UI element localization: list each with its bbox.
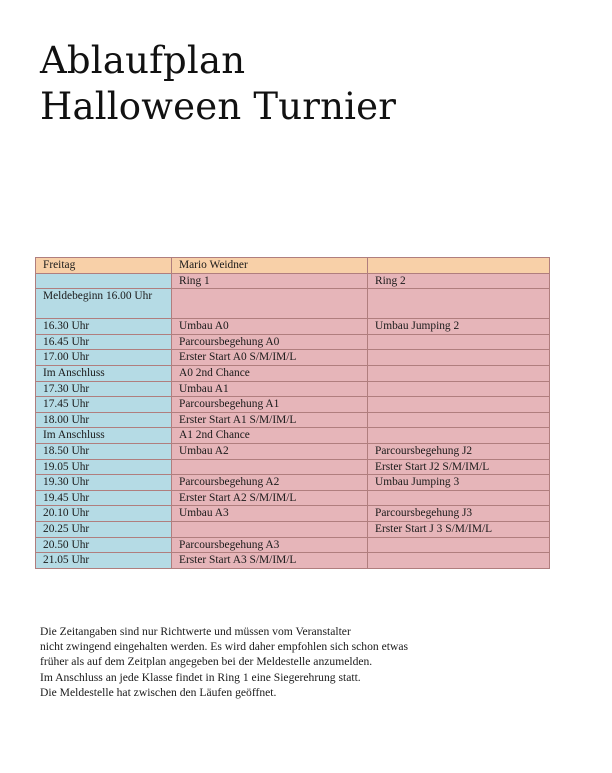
row-ring-1: Umbau A1: [172, 381, 368, 397]
page-title: [40, 38, 396, 130]
row-time: 16.30 Uhr: [36, 319, 172, 335]
row-time: 17.45 Uhr: [36, 397, 172, 413]
footnote: [40, 624, 580, 700]
title-line-1: Ablaufplan: [40, 39, 246, 82]
row-ring-2: Umbau Jumping 2: [368, 319, 550, 335]
row-ring-2: Erster Start J2 S/M/IM/L: [368, 459, 550, 475]
table-row: [36, 365, 550, 381]
row-ring-2: [368, 334, 550, 350]
row-time: 18.00 Uhr: [36, 412, 172, 428]
table-row: [36, 350, 550, 366]
row-ring-1: Umbau A2: [172, 443, 368, 459]
header-empty: [368, 258, 550, 274]
row-ring-2: Erster Start J 3 S/M/IM/L: [368, 521, 550, 537]
table-row: [36, 521, 550, 537]
row-ring-1: [172, 521, 368, 537]
row-ring-2: Umbau Jumping 3: [368, 475, 550, 491]
table-row: [36, 443, 550, 459]
row-time: 17.00 Uhr: [36, 350, 172, 366]
row-time: 20.50 Uhr: [36, 537, 172, 553]
table-row: [36, 319, 550, 335]
row-ring-1: Parcoursbegehung A1: [172, 397, 368, 413]
row-ring-1: [172, 289, 368, 319]
row-time: 16.45 Uhr: [36, 334, 172, 350]
schedule-table: [35, 257, 550, 569]
row-ring-1: A0 2nd Chance: [172, 365, 368, 381]
table-row: [36, 553, 550, 569]
footnote-line: Die Zeitangaben sind nur Richtwerte und müssen vom Veranstalter: [40, 625, 351, 638]
title-line-2: Halloween Turnier: [40, 85, 397, 128]
table-row: [36, 490, 550, 506]
table-row: [36, 412, 550, 428]
row-ring-2: Parcoursbegehung J2: [368, 443, 550, 459]
row-time: 19.45 Uhr: [36, 490, 172, 506]
row-ring-2: [368, 428, 550, 444]
table-row: [36, 334, 550, 350]
table-row: [36, 537, 550, 553]
row-time: 20.10 Uhr: [36, 506, 172, 522]
footnote-line: Im Anschluss an jede Klasse findet in Ring 1 eine Siegerehrung statt.: [40, 670, 361, 684]
header-day: Freitag: [36, 258, 172, 274]
row-ring-2: [368, 381, 550, 397]
header-judge: Mario Weidner: [172, 258, 368, 274]
row-time: Meldebeginn 16.00 Uhr: [36, 289, 172, 319]
row-time: Im Anschluss: [36, 365, 172, 381]
row-ring-2: [368, 397, 550, 413]
ring-row-empty: [36, 273, 172, 289]
row-ring-1: Erster Start A3 S/M/IM/L: [172, 553, 368, 569]
row-time: 19.30 Uhr: [36, 475, 172, 491]
table-ring-row: [36, 273, 550, 289]
row-ring-2: [368, 553, 550, 569]
header-ring-1: Ring 1: [172, 273, 368, 289]
footnote-line: früher als auf dem Zeitplan angegeben bei der Meldestelle anzumelden.: [40, 655, 373, 669]
row-ring-1: Parcoursbegehung A2: [172, 475, 368, 491]
table-row: [36, 289, 550, 319]
footnote-line: nicht zwingend eingehalten werden. Es wird daher empfohlen sich schon etwas: [40, 640, 408, 654]
table-row: [36, 475, 550, 491]
table-row: [36, 506, 550, 522]
table-row: [36, 428, 550, 444]
row-time: 20.25 Uhr: [36, 521, 172, 537]
table-row: [36, 381, 550, 397]
row-ring-1: Umbau A0: [172, 319, 368, 335]
row-ring-2: [368, 350, 550, 366]
footnote-line: Die Meldestelle hat zwischen den Läufen geöffnet.: [40, 685, 277, 699]
row-ring-1: A1 2nd Chance: [172, 428, 368, 444]
header-ring-2: Ring 2: [368, 273, 550, 289]
row-time: 21.05 Uhr: [36, 553, 172, 569]
row-ring-2: [368, 289, 550, 319]
row-time: 18.50 Uhr: [36, 443, 172, 459]
row-time: 19.05 Uhr: [36, 459, 172, 475]
row-ring-1: Parcoursbegehung A3: [172, 537, 368, 553]
row-ring-1: Erster Start A0 S/M/IM/L: [172, 350, 368, 366]
row-ring-2: Parcoursbegehung J3: [368, 506, 550, 522]
row-ring-2: [368, 537, 550, 553]
row-ring-1: Parcoursbegehung A0: [172, 334, 368, 350]
row-ring-1: Umbau A3: [172, 506, 368, 522]
row-time: 17.30 Uhr: [36, 381, 172, 397]
row-ring-1: Erster Start A2 S/M/IM/L: [172, 490, 368, 506]
row-ring-1: [172, 459, 368, 475]
table-row: [36, 397, 550, 413]
row-ring-2: [368, 490, 550, 506]
table-header-row: [36, 258, 550, 274]
row-ring-1: Erster Start A1 S/M/IM/L: [172, 412, 368, 428]
row-ring-2: [368, 365, 550, 381]
row-ring-2: [368, 412, 550, 428]
table-row: [36, 459, 550, 475]
row-time: Im Anschluss: [36, 428, 172, 444]
